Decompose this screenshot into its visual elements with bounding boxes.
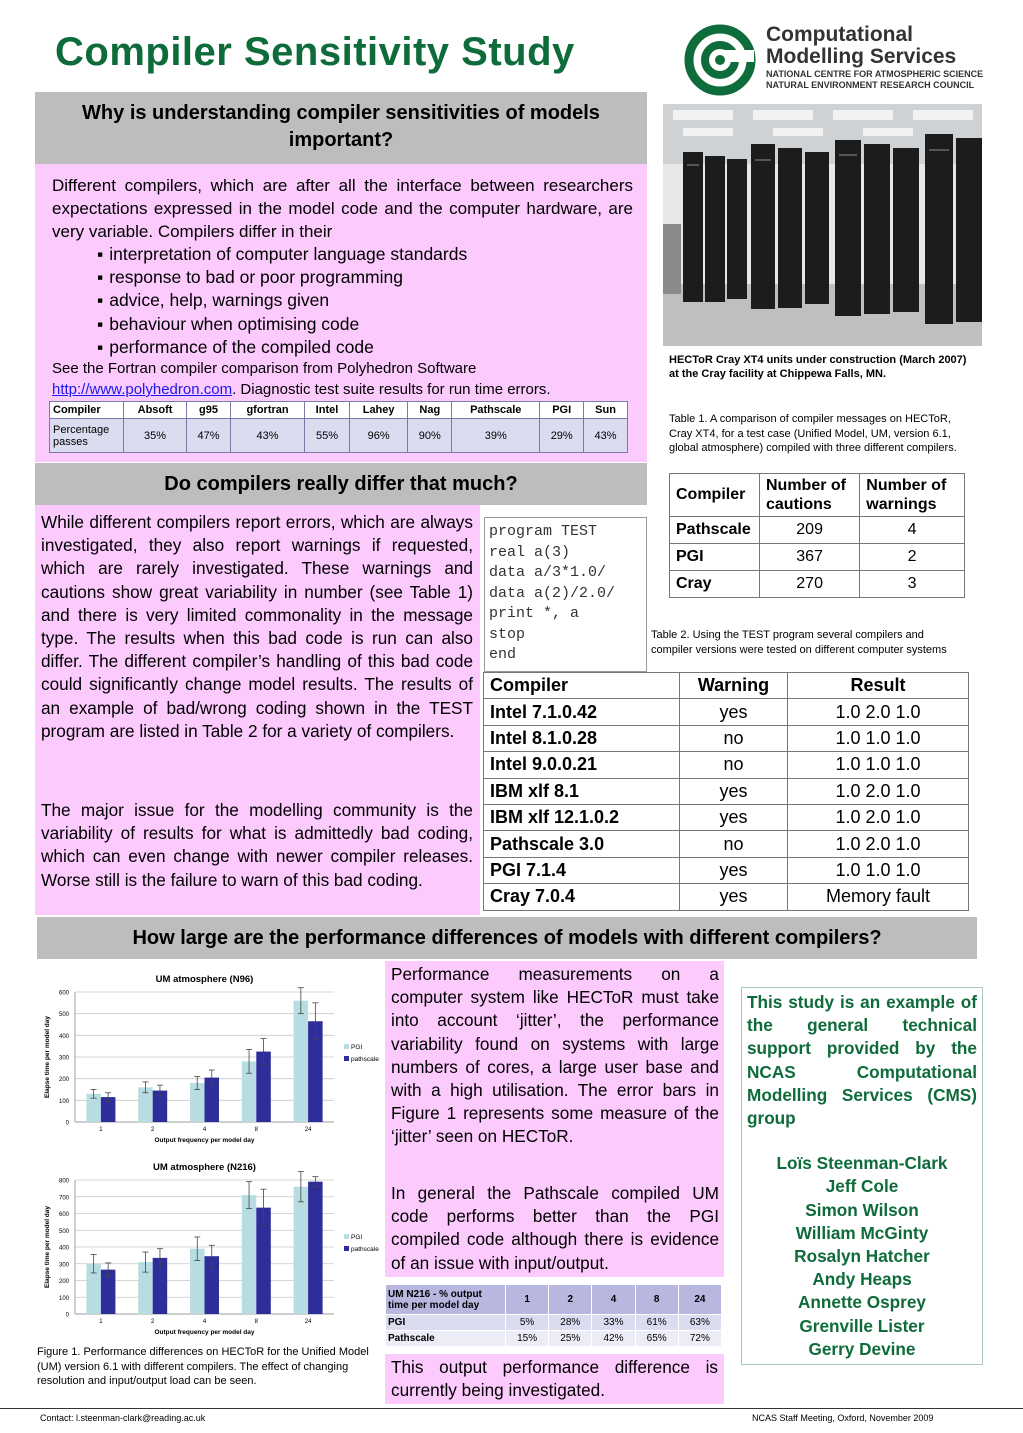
- footer-contact: Contact: l.steenman-clark@reading.ac.uk: [40, 1413, 206, 1423]
- cms-logo: [684, 22, 1004, 100]
- person-name: Gerry Devine: [808, 1338, 916, 1359]
- table-cell: 28%: [549, 1315, 592, 1331]
- table-header: UM N216 - % output time per model day: [386, 1285, 506, 1315]
- list-item: ▪ advice, help, warnings given: [97, 289, 467, 312]
- table-cell: yes: [680, 778, 788, 804]
- code-line: end: [489, 646, 517, 663]
- table-row: [386, 1315, 722, 1331]
- section3-para2: In general the Pathscale compiled UM code performs better than the PGI compiled code although there is evidence of an issue with input/output.: [391, 1183, 719, 1273]
- table-header: Compiler: [670, 474, 760, 517]
- x-tick-label: 4: [202, 1319, 207, 1325]
- table-cell: 1.0 1.0 1.0: [788, 725, 969, 751]
- person-name: Jeff Cole: [825, 1176, 899, 1197]
- table1-caption: Table 1. A comparison of compiler messages on HECToR, Cray XT4, for a test case (Unified Model, UM, version 6.1, global atmosphere) compiled with three different compilers.: [669, 413, 957, 454]
- legend-swatch-pgi: [344, 1044, 349, 1049]
- table-cell: Cray 7.0.4: [484, 884, 680, 910]
- table-cell: 61%: [635, 1315, 678, 1331]
- table-header: Nag: [408, 402, 452, 419]
- y-tick-label: 400: [58, 1245, 69, 1252]
- table-header: 4: [592, 1285, 635, 1315]
- table-cell: yes: [680, 857, 788, 883]
- table-header: 1: [506, 1285, 549, 1315]
- y-tick-label: 600: [58, 1212, 69, 1218]
- polyhedron-after-link: . Diagnostic test suite results for run time errors.: [232, 381, 551, 398]
- table-cell: 72%: [678, 1331, 721, 1347]
- chart-title: UM atmosphere (N216): [153, 1162, 256, 1173]
- table-header: 24: [678, 1285, 721, 1315]
- legend-label: PGI: [351, 1044, 363, 1051]
- cms-box: [741, 987, 983, 1365]
- table-cell: 15%: [506, 1331, 549, 1347]
- table-row: [670, 474, 965, 517]
- section1-heading-text: Why is understanding compiler sensitivities of models important?: [82, 102, 600, 151]
- code-line: data a/3*1.0/: [489, 564, 607, 581]
- legend-swatch-pathscale: [344, 1246, 349, 1251]
- table-header: Intel: [305, 402, 350, 419]
- list-item: ▪ performance of the compiled code: [97, 336, 467, 359]
- person-name: Rosalyn Hatcher: [794, 1246, 930, 1267]
- person-name: Simon Wilson: [805, 1199, 919, 1220]
- table-cell: 65%: [635, 1331, 678, 1347]
- x-tick-label: 8: [254, 1127, 258, 1133]
- x-tick-label: 8: [254, 1319, 258, 1325]
- compiler-messages-table: [669, 473, 965, 598]
- legend-swatch-pathscale: [344, 1056, 349, 1061]
- table-header: Warning: [680, 673, 788, 699]
- table-cell: Percentage passes: [50, 419, 124, 453]
- section3-heading: [37, 917, 977, 959]
- section3-para3-text: This output performance difference is currently being investigated.: [391, 1357, 718, 1401]
- y-axis-label: Elapse time per model day: [44, 1015, 51, 1099]
- table-cell: IBM xlf 8.1: [484, 778, 680, 804]
- section2-heading-text: Do compilers really differ that much?: [164, 473, 518, 495]
- table-row: [484, 857, 969, 883]
- table-row: [484, 673, 969, 699]
- x-tick-label: 4: [202, 1127, 207, 1133]
- chart-n96: [37, 968, 382, 1146]
- table-cell: Pathscale 3.0: [484, 831, 680, 857]
- section2-body: [35, 505, 480, 915]
- table-cell: 1.0 1.0 1.0: [788, 752, 969, 778]
- photo-caption: HECToR Cray XT4 units under construction (March 2007) at the Cray facility at Chippewa Falls, MN.: [669, 354, 967, 380]
- table-row: [670, 544, 965, 571]
- code-line: data a(2)/2.0/: [489, 584, 616, 602]
- section2-heading: [35, 463, 647, 505]
- section1-bullets: [97, 243, 467, 359]
- table-row: [50, 402, 628, 419]
- cms-names: [747, 1152, 977, 1361]
- table-row: [484, 778, 969, 804]
- footer-divider: [0, 1408, 1023, 1409]
- table-header: Compiler: [484, 673, 680, 699]
- table-cell: yes: [680, 884, 788, 910]
- code-line: program TEST: [489, 523, 598, 540]
- y-tick-label: 0: [65, 1120, 69, 1127]
- code-line: stop: [489, 625, 526, 643]
- table-cell: 1.0 2.0 1.0: [788, 804, 969, 830]
- hector-photo: [663, 104, 982, 346]
- x-tick-label: 24: [304, 1319, 312, 1325]
- y-tick-label: 300: [58, 1055, 69, 1062]
- table-cell: Intel 8.1.0.28: [484, 725, 680, 751]
- logo-line-3: NATIONAL CENTRE FOR ATMOSPHERIC SCIENCE: [766, 69, 984, 79]
- table-cell: Intel 9.0.0.21: [484, 752, 680, 778]
- table-row: [484, 884, 969, 910]
- table-row: [484, 804, 969, 830]
- y-tick-label: 0: [65, 1312, 69, 1319]
- table-header: gfortran: [230, 402, 304, 419]
- table-header: Number of warnings: [860, 474, 965, 517]
- table-header: Number of cautions: [760, 474, 860, 517]
- x-axis-label: Output frequency per model day: [154, 1329, 255, 1336]
- person-name: William McGinty: [795, 1222, 929, 1243]
- table-cell: 1.0 2.0 1.0: [788, 699, 969, 725]
- chart-n216: [37, 1156, 382, 1338]
- list-item: ▪ response to bad or poor programming: [97, 266, 467, 289]
- table-row: [484, 725, 969, 751]
- logo-line-2: Modelling Services: [766, 45, 957, 68]
- table-row: [670, 571, 965, 598]
- section1-body: [35, 164, 647, 462]
- table-cell: no: [680, 725, 788, 751]
- table-cell: 63%: [678, 1315, 721, 1331]
- section3-heading-text: How large are the performance differences of models with different compilers?: [132, 927, 882, 949]
- table-row: [484, 699, 969, 725]
- table-cell: Intel 7.1.0.42: [484, 699, 680, 725]
- y-axis-label: Elapse time per model day: [44, 1205, 51, 1289]
- table-cell: Pathscale: [386, 1331, 506, 1347]
- section3-para1: Performance measurements on a computer system like HECToR must take into account ‘jitter’, the performance variability found on systems with large numbers of cores, a large user base and with a high utilisation. The error bars in Figure 1 represents some measure of the ‘jitter’ seen on HECToR.: [391, 964, 719, 1147]
- y-tick-label: 200: [58, 1077, 69, 1084]
- table-cell: 33%: [592, 1315, 635, 1331]
- legend-label: pathscale: [351, 1056, 379, 1063]
- table-header: Sun: [584, 402, 628, 419]
- person-name: Annette Osprey: [798, 1292, 926, 1313]
- table-cell: no: [680, 831, 788, 857]
- polyhedron-table: [49, 401, 628, 453]
- table-row: [670, 517, 965, 544]
- logo-line-1: Computational: [766, 23, 913, 46]
- section1-heading: [35, 92, 647, 164]
- table-cell: 29%: [540, 419, 584, 453]
- person-name: Andy Heaps: [812, 1269, 912, 1290]
- legend-label: pathscale: [351, 1246, 379, 1253]
- table-cell: no: [680, 752, 788, 778]
- list-item: ▪ interpretation of computer language standards: [97, 243, 467, 266]
- table-cell: Memory fault: [788, 884, 969, 910]
- chart-title: UM atmosphere (N96): [155, 974, 254, 985]
- table2-caption: Table 2. Using the TEST program several compilers and compiler versions were tested on different computer systems: [651, 629, 947, 656]
- section3-body: [385, 961, 724, 1277]
- code-line: real a(3): [489, 543, 571, 561]
- y-tick-label: 500: [58, 1012, 69, 1019]
- y-tick-label: 200: [58, 1279, 69, 1285]
- table-cell: 43%: [230, 419, 304, 453]
- table-cell: 3: [860, 571, 965, 598]
- table-cell: 35%: [124, 419, 187, 453]
- table-cell: 4: [860, 517, 965, 544]
- table-header: g95: [187, 402, 231, 419]
- table-cell: Pathscale: [670, 517, 760, 544]
- table-cell: 25%: [549, 1331, 592, 1347]
- table-row: [484, 752, 969, 778]
- y-tick-label: 100: [58, 1098, 69, 1105]
- table-row: [484, 831, 969, 857]
- y-tick-label: 600: [58, 990, 69, 997]
- table-cell: 209: [760, 517, 860, 544]
- server-racks-image: [663, 104, 982, 346]
- section1-intro: Different compilers, which are after all the interface between researchers expectations expressed in the model code and the computer hardware, are very variable. Compilers differ in their: [52, 176, 633, 241]
- table-row: [386, 1285, 722, 1315]
- table-row: [386, 1331, 722, 1347]
- legend-swatch-pgi: [344, 1234, 349, 1239]
- list-item: ▪ behaviour when optimising code: [97, 313, 467, 336]
- legend-label: PGI: [351, 1234, 363, 1241]
- x-tick-label: 1: [99, 1319, 103, 1325]
- table-cell: PGI: [386, 1315, 506, 1331]
- test-program-code: [484, 517, 647, 672]
- y-tick-label: 800: [58, 1178, 69, 1185]
- logo-line-4: NATURAL ENVIRONMENT RESEARCH COUNCIL: [766, 80, 975, 90]
- polyhedron-text: See the Fortran compiler comparison from Polyhedron Software: [52, 360, 477, 377]
- table-cell: 90%: [408, 419, 452, 453]
- table-cell: 2: [860, 544, 965, 571]
- table-cell: 1.0 2.0 1.0: [788, 831, 969, 857]
- poster-title: Compiler Sensitivity Study: [55, 30, 575, 74]
- bar-pgi: [294, 1001, 309, 1122]
- table-header: Result: [788, 673, 969, 699]
- table-header: 2: [549, 1285, 592, 1315]
- table-cell: 270: [760, 571, 860, 598]
- section2-para1: While different compilers report errors, which are always investigated, they also report warnings if requested, which are rarely investigated. These warnings and cautions show great variability in number (see Table 1) and there is very limited commonality in the message type. The results when this bad code is run can also differ. The different compiler’s handling of this bad code could significantly change model results. The results of an example of bad/wrong coding shown in the TEST program are listed in Table 2 for a variety of compilers.: [41, 512, 473, 741]
- table-header: Pathscale: [452, 402, 540, 419]
- table-header: 8: [635, 1285, 678, 1315]
- table-cell: 55%: [305, 419, 350, 453]
- bar-pathscale: [308, 1182, 323, 1314]
- footer-meeting: NCAS Staff Meeting, Oxford, November 2009: [752, 1413, 934, 1423]
- person-name: Loïs Steenman-Clark: [776, 1153, 948, 1174]
- table-cell: 1.0 1.0 1.0: [788, 857, 969, 883]
- section3-para3: [385, 1354, 724, 1404]
- test-results-table: [483, 672, 969, 911]
- output-time-table: [385, 1284, 722, 1347]
- table-cell: Cray: [670, 571, 760, 598]
- figure-caption: Figure 1. Performance differences on HECToR for the Unified Model (UM) version 6.1 with different compilers. The effect of changing resolution and input/output load can be seen.: [37, 1346, 369, 1387]
- table-cell: 39%: [452, 419, 540, 453]
- polyhedron-link[interactable]: http://www.polyhedron.com: [52, 381, 233, 398]
- table-cell: 367: [760, 544, 860, 571]
- y-tick-label: 300: [58, 1262, 69, 1269]
- table-cell: 43%: [584, 419, 628, 453]
- table-cell: IBM xlf 12.1.0.2: [484, 804, 680, 830]
- x-axis-label: Output frequency per model day: [154, 1137, 255, 1144]
- table-header: Absoft: [124, 402, 187, 419]
- table-row: [50, 419, 628, 453]
- table-header: Lahey: [349, 402, 408, 419]
- table-cell: yes: [680, 804, 788, 830]
- x-tick-label: 1: [99, 1127, 103, 1133]
- bar-pgi: [242, 1195, 257, 1314]
- section2-para2: The major issue for the modelling community is the variability of results for what is admittedly bad coding, which can even change with newer compiler releases. Worse still is the failure to warn of this bad coding.: [41, 800, 473, 890]
- table-cell: PGI: [670, 544, 760, 571]
- table-header: PGI: [540, 402, 584, 419]
- y-tick-label: 100: [58, 1295, 69, 1302]
- table-cell: PGI 7.1.4: [484, 857, 680, 883]
- x-tick-label: 24: [304, 1127, 312, 1133]
- y-tick-label: 400: [58, 1033, 69, 1040]
- table-cell: 96%: [349, 419, 408, 453]
- bar-pgi: [294, 1187, 309, 1314]
- section1-see-text: [52, 358, 642, 400]
- y-tick-label: 500: [58, 1228, 69, 1235]
- table-header: Compiler: [50, 402, 124, 419]
- x-tick-label: 2: [151, 1127, 155, 1133]
- table-cell: 42%: [592, 1331, 635, 1347]
- cms-box-text: This study is an example of the general technical support provided by the NCAS Computational Modelling Services (CMS) group: [747, 992, 977, 1129]
- code-line: print *, a: [489, 605, 580, 622]
- table-cell: 1.0 2.0 1.0: [788, 778, 969, 804]
- table-cell: 5%: [506, 1315, 549, 1331]
- table-cell: yes: [680, 699, 788, 725]
- spiral-logo-icon: [684, 24, 756, 96]
- x-tick-label: 2: [151, 1319, 155, 1325]
- table-cell: 47%: [187, 419, 231, 453]
- person-name: Grenville Lister: [799, 1315, 925, 1336]
- y-tick-label: 700: [58, 1195, 69, 1202]
